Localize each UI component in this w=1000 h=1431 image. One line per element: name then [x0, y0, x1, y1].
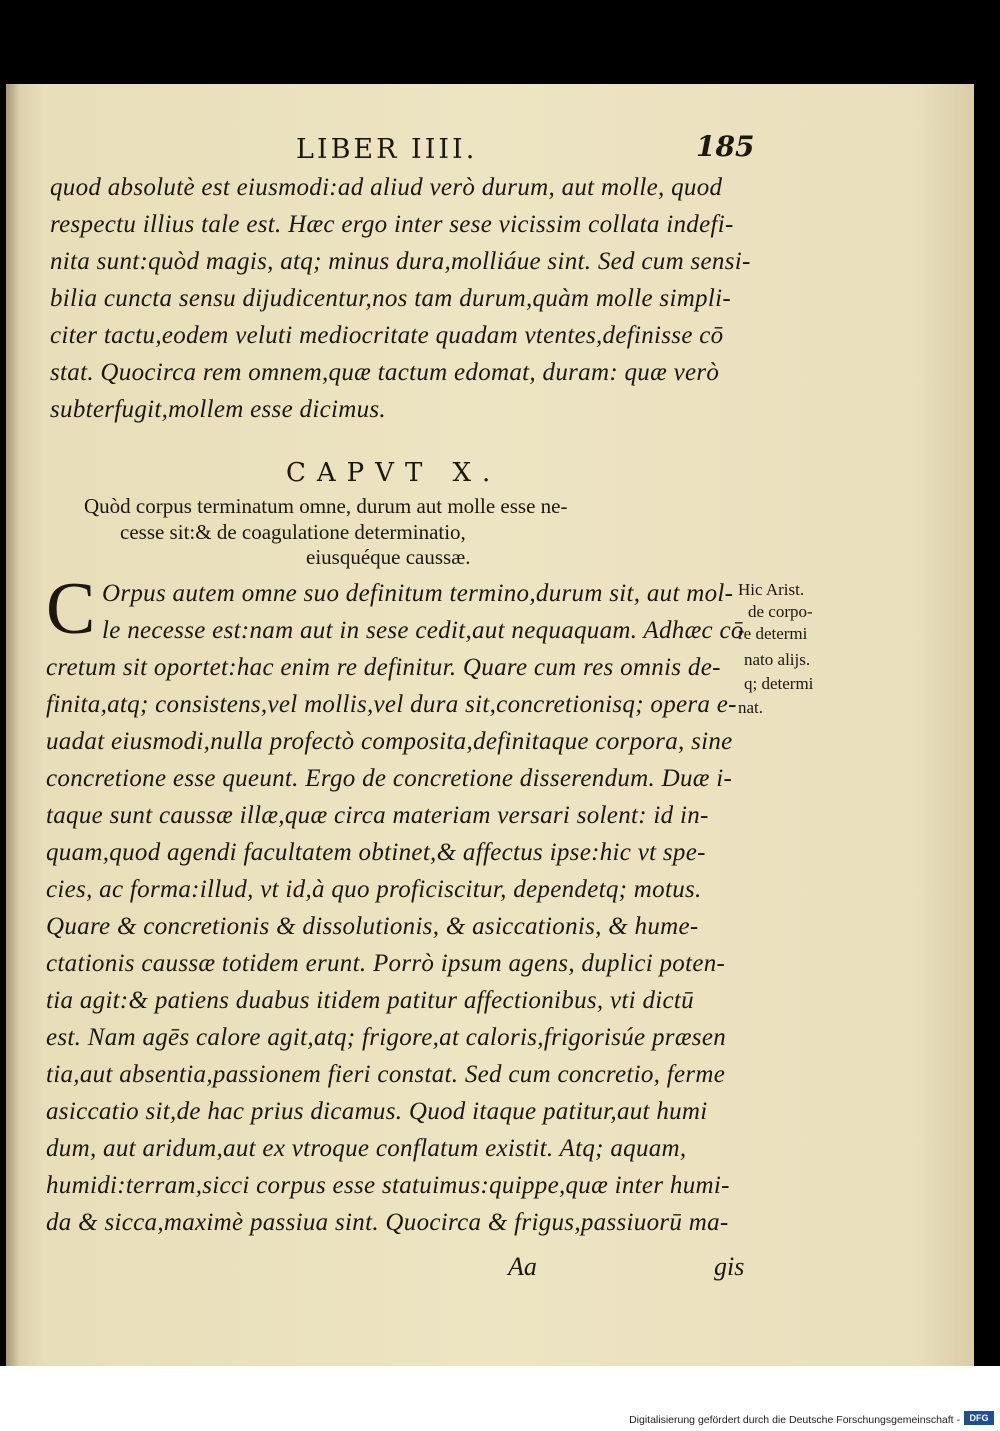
body-line: tia,aut absentia,passionem fieri constat. Sed cum concretio, ferme — [46, 1061, 726, 1088]
marginal-note-line: nat. — [738, 698, 764, 717]
body-line: uadat eiusmodi,nulla profectò composita,definitaque corpora, sine — [46, 728, 733, 755]
body-line: dum, aut aridum,aut ex vtroque conflatum existit. Atq; aquam, — [46, 1135, 687, 1162]
text-line: stat. Quocirca rem omnem,quæ tactum edomat, duram: quæ verò — [50, 359, 720, 386]
chapter-subtitle-line: cesse sit:& de coagulatione determinatio, — [120, 520, 466, 544]
digitization-credit: Digitalisierung gefördert durch die Deutsche Forschungsgemeinschaft - — [629, 1414, 960, 1426]
book-page — [6, 84, 974, 1366]
chapter-title: CAPVT X. — [286, 458, 502, 488]
footer-bar — [0, 1366, 1000, 1431]
text-line: subterfugit,mollem esse dicimus. — [50, 396, 386, 423]
body-line: Quare & concretionis & dissolutionis, & asiccationis, & hume- — [46, 913, 699, 940]
body-line: asiccatio sit,de hac prius dicamus. Quod itaque patitur,aut humi — [46, 1098, 708, 1125]
body-line: quam,quod agendi facultatem obtinet,& affectus ipse:hic vt spe- — [46, 839, 706, 866]
text-line: quod absolutè est eiusmodi:ad aliud verò durum, aut molle, quod — [50, 174, 723, 201]
marginal-note-line: q; determi — [744, 674, 814, 693]
body-line: le necesse est:nam aut in sese cedit,aut nequaquam. Adhæc cō — [102, 617, 744, 644]
text-line: respectu illius tale est. Hæc ergo inter sese vicissim collata indefi- — [50, 211, 734, 238]
text-line: bilia cuncta sensu dijudicentur,nos tam durum,quàm molle simpli- — [50, 285, 731, 312]
body-line: concretione esse queunt. Ergo de concretione disserendum. Duæ i- — [46, 765, 733, 792]
body-line: Orpus autem omne suo definitum termino,durum sit, aut mol- — [102, 580, 734, 607]
body-line: est. Nam agēs calore agit,atq; frigore,at caloris,frigorisúe præsen — [46, 1024, 727, 1051]
body-line: finita,atq; consistens,vel mollis,vel dura sit,concretionisq; opera e- — [46, 691, 737, 718]
body-line: tia agit:& patiens duabus itidem patitur affectionibus, vti dictū — [46, 987, 694, 1014]
marginal-note-line: de corpo- — [748, 602, 813, 621]
chapter-subtitle-line: eiusquéque caussæ. — [306, 545, 471, 569]
signature-mark: Aa — [508, 1252, 537, 1281]
drop-cap: C — [46, 568, 96, 650]
body-line: ctationis caussæ totidem erunt. Porrò ipsum agens, duplici poten- — [46, 950, 726, 977]
dfg-logo: DFG — [964, 1411, 994, 1425]
page-number: 185 — [696, 130, 755, 163]
body-line: humidi:terram,sicci corpus esse statuimus:quippe,quæ inter humi- — [46, 1172, 730, 1199]
text-line: citer tactu,eodem veluti mediocritate quadam vtentes,definisse cō — [50, 322, 724, 349]
chapter-subtitle-line: Quòd corpus terminatum omne, durum aut molle esse ne- — [84, 494, 568, 518]
marginal-note-line: Hic Arist. — [738, 580, 805, 599]
marginal-note-line: nato aliјs. — [744, 650, 811, 669]
body-line: da & sicca,maximè passiua sint. Quocirca & frigus,passiuorū ma- — [46, 1209, 729, 1236]
running-head: LIBER IIII. — [296, 134, 478, 165]
marginal-note-line: re determi — [738, 624, 808, 643]
body-line: taque sunt caussæ illæ,quæ circa materiam versari solent: id in- — [46, 802, 709, 829]
catchword: gis — [714, 1252, 745, 1281]
body-line: cretum sit oportet:hac enim re definitur. Quare cum res omnis de- — [46, 654, 721, 681]
text-line: nita sunt:quòd magis, atq; minus dura,molliáue sint. Sed cum sensi- — [50, 248, 751, 275]
body-line: cies, ac forma:illud, vt id,à quo proficiscitur, dependetq; motus. — [46, 876, 702, 903]
